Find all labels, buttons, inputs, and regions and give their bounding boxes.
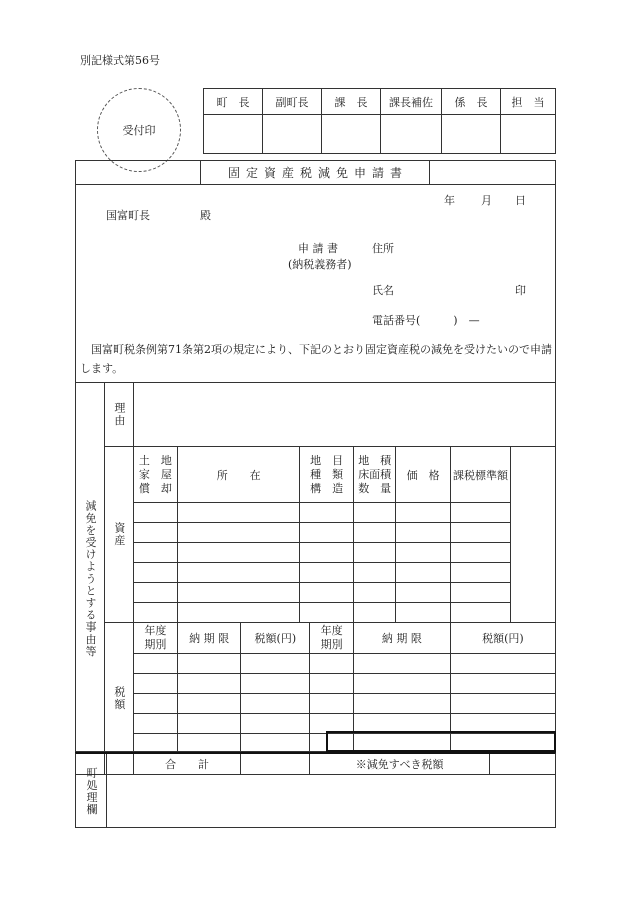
tax-row	[76, 674, 556, 694]
approval-seal-cell[interactable]	[263, 115, 322, 154]
reason-input[interactable]	[133, 383, 555, 447]
asset-area-header: 地 積 床面積 数 量	[353, 447, 396, 503]
form-title: 固定資産税減免申請書	[200, 160, 430, 184]
date-year-label: 年	[444, 194, 455, 207]
reason-label: 理由	[112, 402, 126, 427]
asset-price-header: 価 格	[396, 447, 450, 503]
total-label: 合 計	[133, 754, 241, 775]
form-code: 別記様式第56号	[80, 54, 160, 67]
approval-header: 担 当	[501, 89, 556, 115]
approval-seal-cell[interactable]	[204, 115, 263, 154]
asset-base-header: 課税標準額	[450, 447, 510, 503]
applicant-label: 申 請 書	[298, 242, 338, 255]
phone-label: 電話番号( ) —	[372, 314, 480, 327]
body-text: 国富町税条例第71条第2項の規定により、下記のとおり固定資産税の減免を受けたいので申請します。	[80, 343, 552, 375]
tax-label: 税額	[112, 686, 126, 711]
addressee: 国富町長	[106, 209, 150, 222]
office-label: 町処理欄	[85, 766, 98, 816]
approval-header: 課長補佐	[381, 89, 442, 115]
approval-header: 課 長	[322, 89, 381, 115]
section-label: 減免を受けようとする事由等	[83, 499, 97, 658]
name-label: 氏名	[372, 284, 394, 297]
tax-row	[76, 654, 556, 674]
seal-label: 印	[515, 284, 526, 297]
asset-row	[76, 503, 556, 523]
date-day-label: 日	[515, 194, 526, 207]
office-use-panel	[75, 752, 556, 828]
asset-row	[76, 603, 556, 623]
tax-row	[76, 714, 556, 734]
asset-row	[76, 523, 556, 543]
approval-seal-cell[interactable]	[322, 115, 381, 154]
tax-row	[76, 694, 556, 714]
tax-year-header-2: 年度 期別	[310, 623, 354, 654]
asset-row	[76, 583, 556, 603]
approval-table	[203, 88, 556, 154]
asset-row	[76, 543, 556, 563]
details-grid	[75, 382, 556, 775]
approval-seal-cell[interactable]	[381, 115, 442, 154]
asset-label-cell	[104, 447, 133, 623]
approval-header: 副町長	[263, 89, 322, 115]
honorific: 殿	[200, 209, 211, 222]
tax-due-header: 納 期 限	[178, 623, 241, 654]
stamp-label: 受付印	[122, 124, 156, 137]
tax-row	[76, 734, 556, 754]
asset-location-header: 所 在	[178, 447, 300, 503]
applicant-sub-label: (納税義務者)	[288, 258, 352, 271]
approval-header: 係 長	[442, 89, 501, 115]
reason-label-cell	[104, 383, 133, 447]
office-label-cell	[76, 754, 107, 828]
asset-category-header: 地 目 種 類 構 造	[300, 447, 354, 503]
address-label: 住所	[372, 242, 394, 255]
asset-label: 資産	[112, 522, 126, 547]
approval-seal-cell[interactable]	[501, 115, 556, 154]
tax-year-header: 年度 期別	[133, 623, 177, 654]
tax-due-header-2: 納 期 限	[353, 623, 450, 654]
asset-type-header: 土 地 家 屋 償 却	[133, 447, 177, 503]
title-row	[75, 160, 556, 185]
approval-header: 町 長	[204, 89, 263, 115]
tax-amount-header: 税額(円)	[241, 623, 310, 654]
approval-seal-cell[interactable]	[442, 115, 501, 154]
date-month-label: 月	[481, 194, 492, 207]
reduction-label: ※減免すべき税額	[310, 754, 489, 775]
asset-row	[76, 563, 556, 583]
tax-amount-header-2: 税額(円)	[450, 623, 555, 654]
section-label-cell	[76, 383, 105, 775]
